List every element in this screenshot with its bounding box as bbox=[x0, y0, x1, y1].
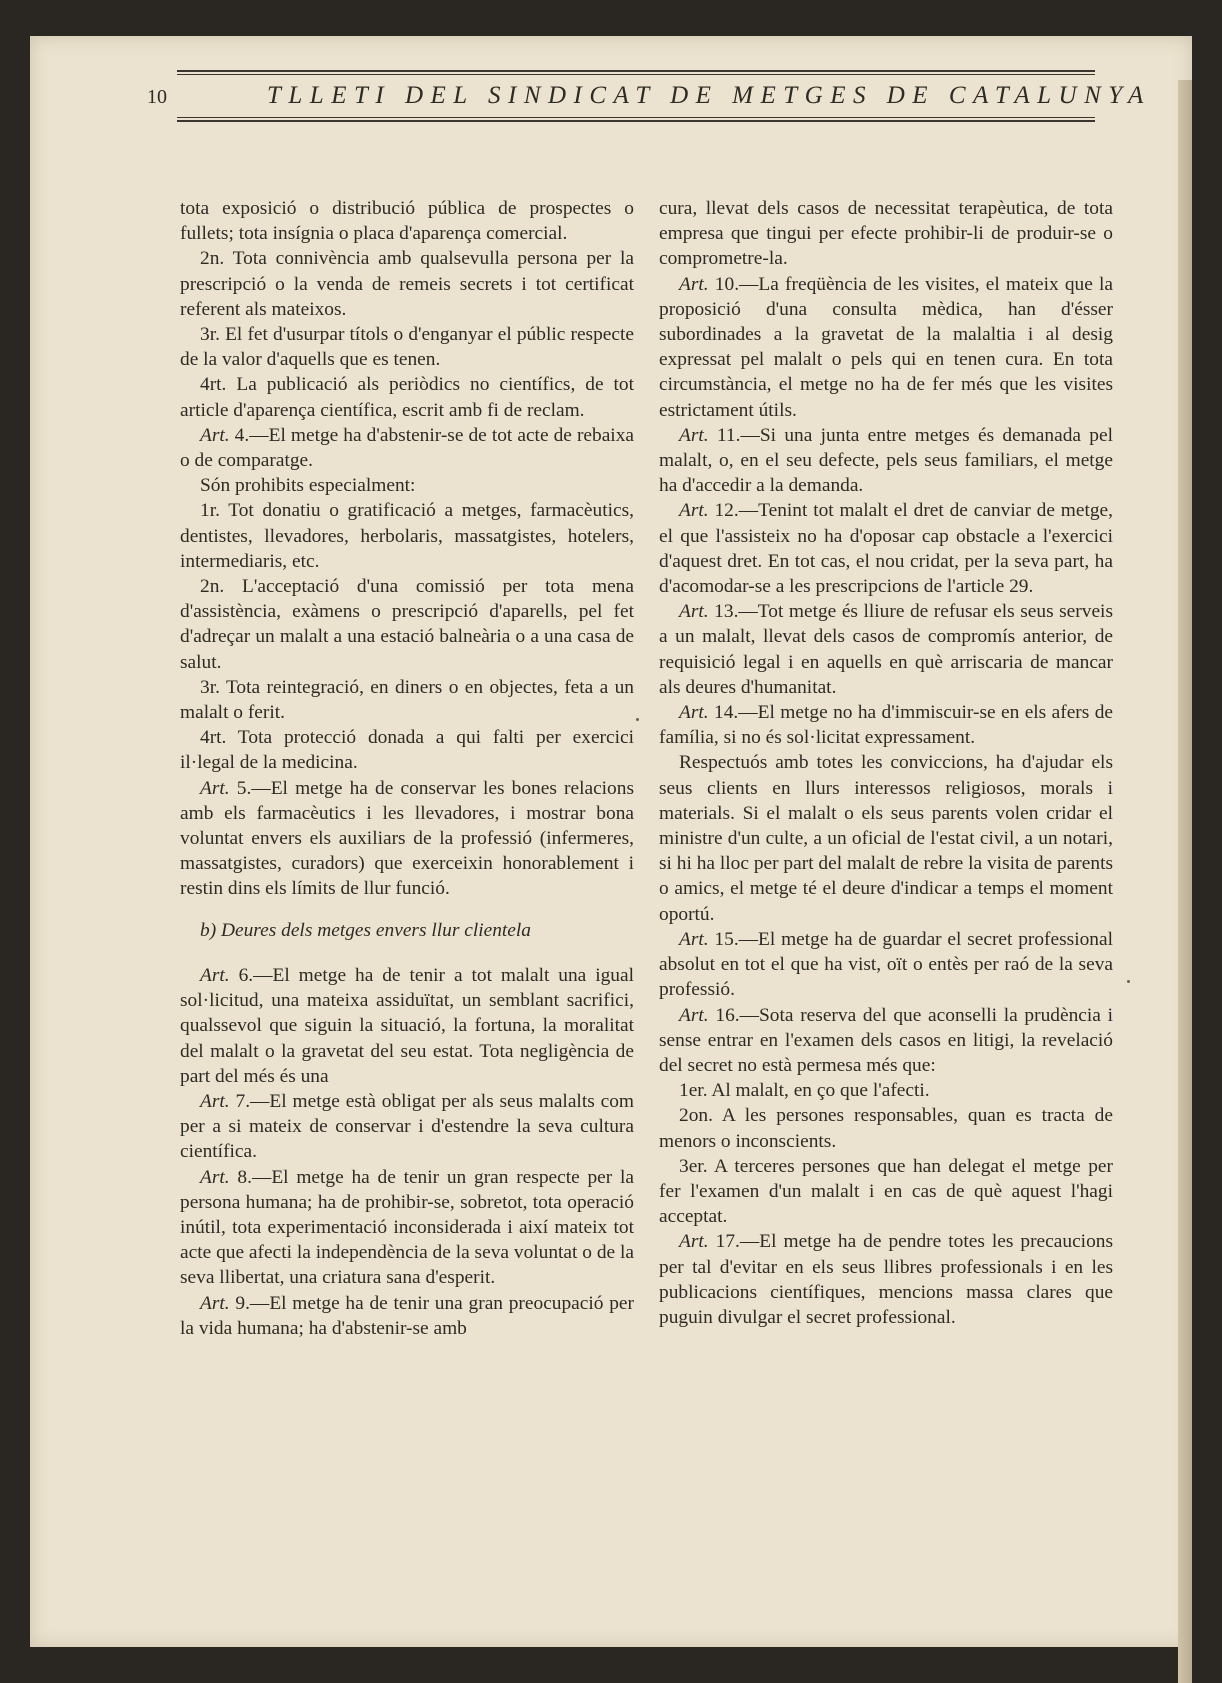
article-paragraph bbox=[659, 423, 1113, 499]
article-label: Art. bbox=[679, 1004, 709, 1026]
article-paragraph bbox=[180, 1291, 634, 1341]
article-text: 17.—El metge ha de pendre totes les precaucions per tal d'evitar en els seus llibres professionals i en les publicacions científiques, mencions massa clares que puguin divulgar el secret professional. bbox=[659, 1231, 1113, 1328]
article-paragraph bbox=[180, 423, 634, 473]
article-text: 6.—El metge ha de tenir a tot malalt una igual sol·licitud, una mateixa assiduïtat, un semblant sacrifici, qualssevol que siguin la situació, la fortuna, la moralitat del malalt o la gravetat del seu estat. Tota negligència de part del més és una bbox=[180, 964, 634, 1087]
article-text: 13.—Tot metge és lliure de refusar els seus serveis a un malalt, llevat dels casos de compromís anterior, de requisició legal i en aquells en què arriscaria de mancar als deures d'humanitat. bbox=[659, 601, 1113, 698]
paragraph: 3r. El fet d'usurpar títols o d'enganyar el públic respecte de la valor d'aquells que es tenen. bbox=[180, 324, 634, 371]
paragraph: 4rt. Tota protecció donada a qui falti per exercici il·legal de la medicina. bbox=[180, 727, 634, 774]
article-label: Art. bbox=[679, 601, 709, 623]
article-label: Art. bbox=[200, 1166, 230, 1188]
article-label: Art. bbox=[679, 424, 709, 446]
paragraph: 2on. A les persones responsables, quan es tracta de menors o inconscients. bbox=[659, 1105, 1113, 1152]
article-label: Art. bbox=[679, 702, 709, 724]
article-label: Art. bbox=[679, 1231, 709, 1253]
article-text: 11.—Si una junta entre metges és demanada pel malalt, o, en el seu defecte, pels seus familiars, el metge ha d'accedir a la demanda. bbox=[659, 424, 1113, 497]
speck bbox=[636, 718, 639, 721]
article-paragraph bbox=[659, 927, 1113, 1003]
page-edge bbox=[1178, 80, 1192, 1683]
section-subheading: b) Deures dels metges envers llur clientela bbox=[200, 919, 531, 941]
article-text: 7.—El metge està obligat per als seus malalts com per a si mateix de conservar i d'estendre la seva cultura científica. bbox=[180, 1090, 634, 1163]
running-header bbox=[147, 70, 1151, 122]
header-rule-bottom bbox=[177, 120, 1095, 122]
article-text: 14.—El metge no ha d'immiscuir-se en els afers de família, si no és sol·licitat expressament. bbox=[659, 702, 1113, 749]
article-paragraph bbox=[659, 272, 1113, 423]
article-paragraph bbox=[659, 498, 1113, 599]
article-text: 4.—El metge ha d'abstenir-se de tot acte de rebaixa o de comparatge. bbox=[180, 424, 634, 472]
paragraph: 2n. L'acceptació d'una comissió per tota mena d'assistència, exàmens o prescripció d'aparells, pel fet d'adreçar un malalt a una estació balneària o a una casa de salut. bbox=[180, 576, 634, 673]
paragraph: 1r. Tot donatiu o gratificació a metges, farmacèutics, dentistes, llevadores, herbolaris, massatgistes, hotelers, intermediaris, etc. bbox=[180, 500, 634, 572]
article-label: Art. bbox=[200, 1292, 230, 1314]
article-label: Art. bbox=[679, 273, 709, 295]
article-label: Art. bbox=[679, 500, 709, 522]
paragraph: cura, llevat dels casos de necessitat terapèutica, de tota empresa que tingui per efecte prohibir-li de produir-se o comprometre-la. bbox=[659, 198, 1113, 270]
article-paragraph bbox=[659, 700, 1113, 750]
paragraph: tota exposició o distribució pública de prospectes o fullets; tota insígnia o placa d'aparença comercial. bbox=[180, 198, 634, 245]
header-rule-top-thin bbox=[177, 74, 1095, 75]
paragraph: 1er. Al malalt, en ço que l'afecti. bbox=[679, 1080, 930, 1102]
article-paragraph bbox=[180, 1089, 634, 1165]
article-label: Art. bbox=[200, 424, 230, 446]
paragraph: 3r. Tota reintegració, en diners o en objectes, feta a un malalt o ferit. bbox=[180, 676, 634, 724]
paragraph: 4rt. La publicació als periòdics no científics, de tot article d'aparença científica, escrit amb fi de reclam. bbox=[180, 374, 634, 421]
article-text: 12.—Tenint tot malalt el dret de canviar de metge, el que l'assisteix no ha d'oposar cap obstacle a l'exercici d'aquest dret. En tot cas, el nou cridat, per la seva part, ha d'acomodar-se a les prescripcions de l'article 29. bbox=[659, 500, 1113, 598]
right-column bbox=[659, 196, 1113, 1330]
article-text: 5.—El metge ha de conservar les bones relacions amb els farmacèutics i les llevadores, i mostrar bona voluntat envers els auxiliars de la professió (infermeres, massatgistes, curadors) que exerceixin honorablement i restin dins els límits de llur funció. bbox=[180, 777, 634, 900]
article-paragraph bbox=[659, 1229, 1113, 1330]
article-text: 10.—La freqüència de les visites, el mateix que la proposició d'una consulta mèdica, han d'ésser subordinades a la gravetat de la malaltia i al desig expressat pel malalt o pels qui en tenen cura. En tota circumstància, el metge no ha de fer més que les visites estrictament útils. bbox=[659, 273, 1113, 421]
article-paragraph bbox=[180, 1165, 634, 1291]
article-text: 16.—Sota reserva del que aconselli la prudència i sense entrar en l'examen dels casos en litigi, la revelació del secret no està permesa més que: bbox=[659, 1004, 1113, 1076]
article-label: Art. bbox=[200, 964, 230, 986]
running-title: TLLETI DEL SINDICAT DE METGES DE CATALUNYA bbox=[267, 82, 1151, 109]
paragraph: 2n. Tota connivència amb qualsevulla persona per la prescripció o la venda de remeis secrets i tot certificat referent als mateixos. bbox=[180, 248, 634, 320]
page-number: 10 bbox=[147, 86, 167, 108]
article-text: 9.—El metge ha de tenir una gran preocupació per la vida humana; ha d'abstenir-se amb bbox=[180, 1292, 634, 1339]
paragraph: 3er. A terceres persones que han delegat el metge per fer l'examen d'un malalt i en cas de què aquest l'hagi acceptat. bbox=[659, 1155, 1113, 1228]
article-paragraph bbox=[659, 1003, 1113, 1079]
article-label: Art. bbox=[200, 1090, 230, 1112]
left-column bbox=[180, 196, 634, 1341]
article-paragraph bbox=[659, 599, 1113, 700]
paragraph: Respectuós amb totes les conviccions, ha d'ajudar els seus clients en llurs interessos religiosos, morals i materials. Si el malalt o els seus parents volen cridar el ministre d'un culte, a un oficial de l'estat civil, a un notari, si hi ha lloc per part del malalt de rebre la visita de parents o amics, el metge té el deure d'indicar a temps el moment oportú. bbox=[659, 752, 1113, 925]
article-text: 15.—El metge ha de guardar el secret professional absolut en tot el que ha vist, oït o entès per raó de la seva professió. bbox=[659, 928, 1113, 1001]
header-rule-bottom-thin bbox=[177, 117, 1095, 118]
article-label: Art. bbox=[200, 777, 230, 799]
article-paragraph bbox=[180, 776, 634, 902]
article-text: 8.—El metge ha de tenir un gran respecte per la persona humana; ha de prohibir-se, sobretot, tota operació inútil, tota experimentació inconsiderada i així mateix tot acte que afecti la independència de la seva voluntat o de la seva llibertat, una criatura sana d'esperit. bbox=[180, 1166, 634, 1289]
article-label: Art. bbox=[679, 928, 709, 950]
paragraph: Són prohibits especialment: bbox=[200, 475, 416, 497]
speck bbox=[1127, 980, 1130, 983]
article-paragraph bbox=[180, 963, 634, 1089]
header-rule-top bbox=[177, 70, 1095, 72]
